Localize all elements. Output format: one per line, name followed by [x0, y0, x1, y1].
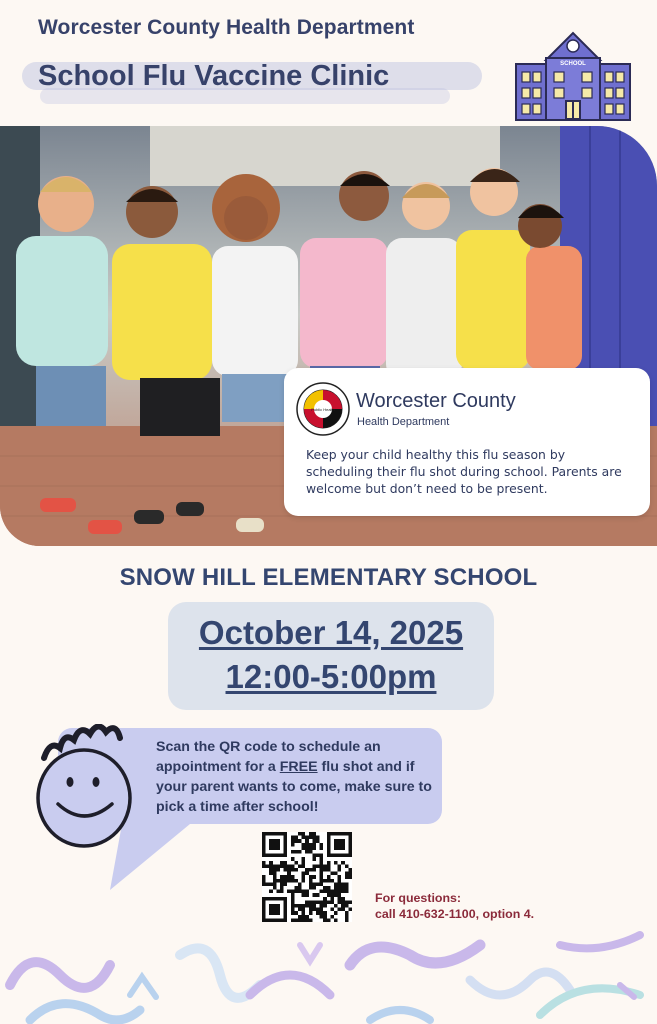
- health-department-logo: [296, 382, 350, 436]
- questions-phone: call 410-632-1100, option 4.: [375, 907, 535, 921]
- page-title: School Flu Vaccine Clinic: [38, 60, 390, 92]
- school-name: SNOW HILL ELEMENTARY SCHOOL: [119, 564, 538, 591]
- event-date: October 14, 2025: [198, 614, 464, 651]
- bubble-text-start: Scan the QR code to schedule an appointment for a: [156, 739, 381, 775]
- card-org-name: Worcester County: [356, 390, 516, 412]
- card-body-text: Keep your child healthy this flu season by scheduling their flu shot during school. Parents are welcome but don’t need to be present.: [306, 447, 622, 496]
- free-word: FREE: [279, 759, 318, 775]
- smiley-face-icon: [22, 724, 132, 850]
- questions-contact: [375, 890, 534, 922]
- footer-doodles: [0, 925, 657, 1024]
- school-building-icon: [512, 30, 634, 122]
- bubble-text-end: flu shot and if your parent wants to come, make sure to pick a time after school!: [156, 759, 432, 815]
- event-time: 12:00-5:00pm: [225, 658, 437, 695]
- bubble-text: [156, 737, 438, 817]
- qr-code[interactable]: [262, 832, 352, 922]
- organization-title: Worcester County Health Department: [38, 16, 415, 39]
- school-sign: SCHOOL: [560, 61, 586, 67]
- info-card: [284, 368, 650, 516]
- logo-text: Public Health: [311, 407, 335, 412]
- date-box: [168, 602, 494, 710]
- card-department: Health Department: [357, 416, 450, 428]
- questions-label: For questions:: [375, 891, 462, 905]
